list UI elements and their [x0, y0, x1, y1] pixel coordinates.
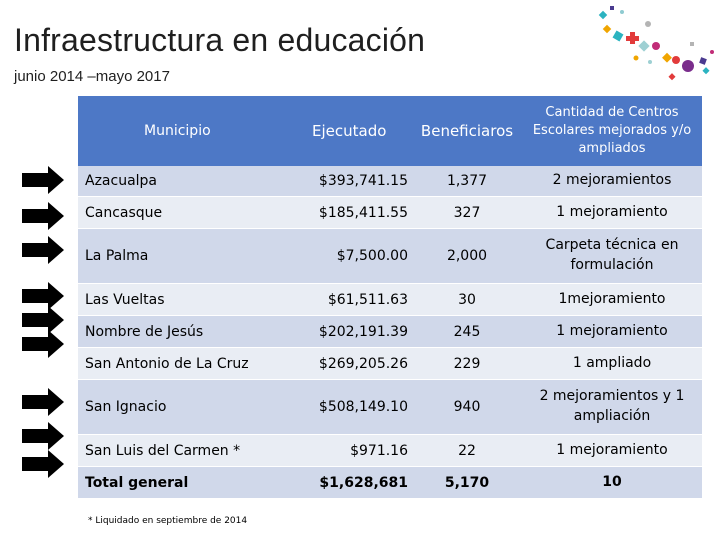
cell-beneficiarios: 5,170	[444, 474, 490, 491]
table-row	[78, 380, 702, 435]
cell-cantidad: 1 mejoramiento	[556, 322, 668, 339]
cell-municipio: San Ignacio	[85, 399, 167, 415]
right-arrow-icon	[22, 202, 64, 230]
cell-municipio: Total general	[85, 474, 189, 491]
table-row	[78, 229, 702, 284]
right-arrow-icon	[22, 388, 64, 416]
right-arrow-icon	[22, 236, 64, 264]
cell-beneficiarios: 229	[453, 355, 481, 372]
table-row	[78, 284, 702, 316]
column-header-ejecutado: Ejecutado	[312, 122, 387, 140]
right-arrow-icon	[22, 450, 64, 478]
table-total-row	[78, 467, 702, 499]
page-title: Infraestructura en educación	[14, 22, 426, 58]
table-row	[78, 348, 702, 380]
cell-ejecutado: $1,628,681	[319, 474, 408, 491]
cell-cantidad: 10	[602, 473, 622, 490]
table-row	[78, 166, 702, 197]
cell-municipio: Las Vueltas	[85, 291, 165, 308]
cell-ejecutado: $971.16	[350, 442, 408, 459]
cell-municipio: Azacualpa	[85, 173, 158, 189]
cell-cantidad: 1 mejoramiento	[556, 441, 668, 458]
infrastructure-table	[78, 96, 702, 499]
cell-municipio: Cancasque	[85, 204, 163, 221]
table-header	[78, 96, 702, 166]
cell-beneficiarios: 245	[453, 323, 481, 340]
cell-municipio: Nombre de Jesús	[85, 323, 204, 340]
cell-municipio: La Palma	[85, 248, 149, 264]
cell-beneficiarios: 2,000	[446, 248, 488, 264]
column-header-beneficiarios: Beneficiaros	[420, 122, 514, 140]
column-header-cantidad: Cantidad de Centros Escolares mejorados y/o ampliados	[532, 104, 692, 157]
cell-beneficiarios: 30	[458, 291, 476, 308]
cell-municipio: San Luis del Carmen *	[85, 442, 241, 459]
cell-ejecutado: $393,741.15	[318, 173, 408, 189]
cell-cantidad: 2 mejoramientos	[552, 172, 672, 189]
cell-ejecutado: $269,205.26	[318, 355, 408, 372]
cell-cantidad: 1mejoramiento	[558, 290, 666, 307]
column-header-municipio: Municipio	[144, 123, 211, 139]
right-arrow-icon	[22, 330, 64, 358]
table-row	[78, 316, 702, 348]
right-arrow-icon	[22, 422, 64, 450]
cell-cantidad: 1 ampliado	[572, 354, 652, 371]
cell-ejecutado: $7,500.00	[336, 248, 408, 264]
table-row	[78, 197, 702, 229]
cell-beneficiarios: 1,377	[446, 173, 488, 189]
right-arrow-icon	[22, 166, 64, 194]
cell-beneficiarios: 327	[453, 204, 481, 221]
cell-ejecutado: $61,511.63	[327, 291, 408, 308]
cell-ejecutado: $202,191.39	[318, 323, 408, 340]
cell-beneficiarios: 22	[458, 442, 476, 459]
cell-cantidad: Carpeta técnica en formulación	[545, 237, 679, 273]
cell-cantidad: 1 mejoramiento	[556, 203, 668, 220]
cell-municipio: San Antonio de La Cruz	[85, 355, 249, 372]
table-row	[78, 435, 702, 467]
cell-ejecutado: $508,149.10	[318, 399, 408, 415]
cell-ejecutado: $185,411.55	[318, 204, 408, 221]
logo-confetti	[592, 2, 718, 88]
page-subtitle: junio 2014 –mayo 2017	[14, 68, 170, 85]
cell-cantidad: 2 mejoramientos y 1 ampliación	[539, 388, 685, 424]
cell-beneficiarios: 940	[453, 399, 481, 415]
footnote: * Liquidado en septiembre de 2014	[88, 516, 248, 526]
